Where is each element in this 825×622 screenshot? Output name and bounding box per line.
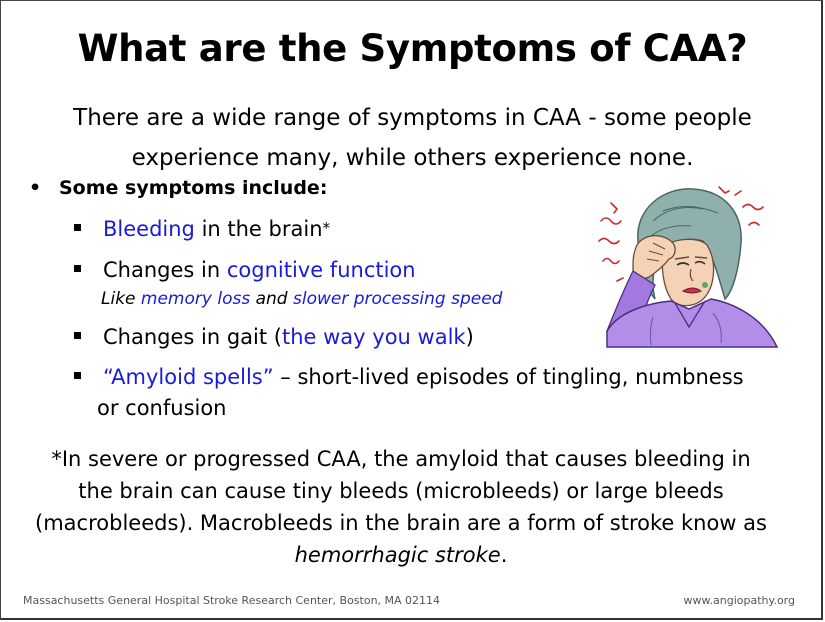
footer-website: www.angiopathy.org	[683, 594, 795, 607]
note-text: and	[250, 289, 293, 309]
bullet-heading-text: Some symptoms include:	[59, 177, 328, 199]
footer-organization: Massachusetts General Hospital Stroke Research Center, Boston, MA 02114	[23, 594, 441, 607]
square-bullet-icon	[74, 265, 81, 272]
footnote-text: *In severe or progressed CAA, the amyloid that causes bleeding in the brain can cause tiny bleeds (microbleeds) or large bleeds (macrobleeds). Macrobleeds in the brain are a form of stroke know as	[35, 447, 767, 535]
item-text: – short-lived episodes of tingling, numbness	[273, 365, 744, 389]
item-text: in the brain	[194, 217, 323, 241]
square-bullet-icon	[74, 332, 81, 339]
list-item	[74, 217, 330, 241]
footnote-end: .	[500, 543, 508, 567]
bullet-dot-icon: •	[29, 177, 42, 199]
item-text: )	[465, 325, 474, 349]
slide-title: What are the Symptoms of CAA?	[77, 27, 748, 70]
highlight-memory-loss: memory loss	[140, 289, 251, 309]
footnote-emphasis: hemorrhagic stroke	[294, 543, 501, 567]
item-continuation: or confusion	[97, 396, 227, 420]
note-text: Like	[101, 289, 141, 309]
list-item	[74, 258, 416, 282]
bullet-symptoms-heading	[29, 177, 327, 199]
list-item	[74, 325, 474, 349]
headache-woman-illustration	[593, 181, 793, 351]
list-item	[74, 365, 744, 389]
item-text: Changes in gait (	[103, 325, 282, 349]
square-bullet-icon	[74, 372, 81, 379]
highlight-amyloid-spells: “Amyloid spells”	[103, 365, 274, 389]
asterisk-marker: *	[322, 219, 331, 237]
item-text: Changes in	[103, 258, 227, 282]
highlight-bleeding: Bleeding	[103, 217, 195, 241]
footnote	[31, 443, 771, 571]
highlight-gait: the way you walk	[281, 325, 466, 349]
intro-text: There are a wide range of symptoms in CAA - some people experience many, while others experience none.	[73, 105, 752, 171]
highlight-slower-processing: slower processing speed	[292, 289, 503, 309]
highlight-cognitive-function: cognitive function	[226, 258, 416, 282]
square-bullet-icon	[74, 224, 81, 231]
cognitive-note	[101, 289, 502, 309]
